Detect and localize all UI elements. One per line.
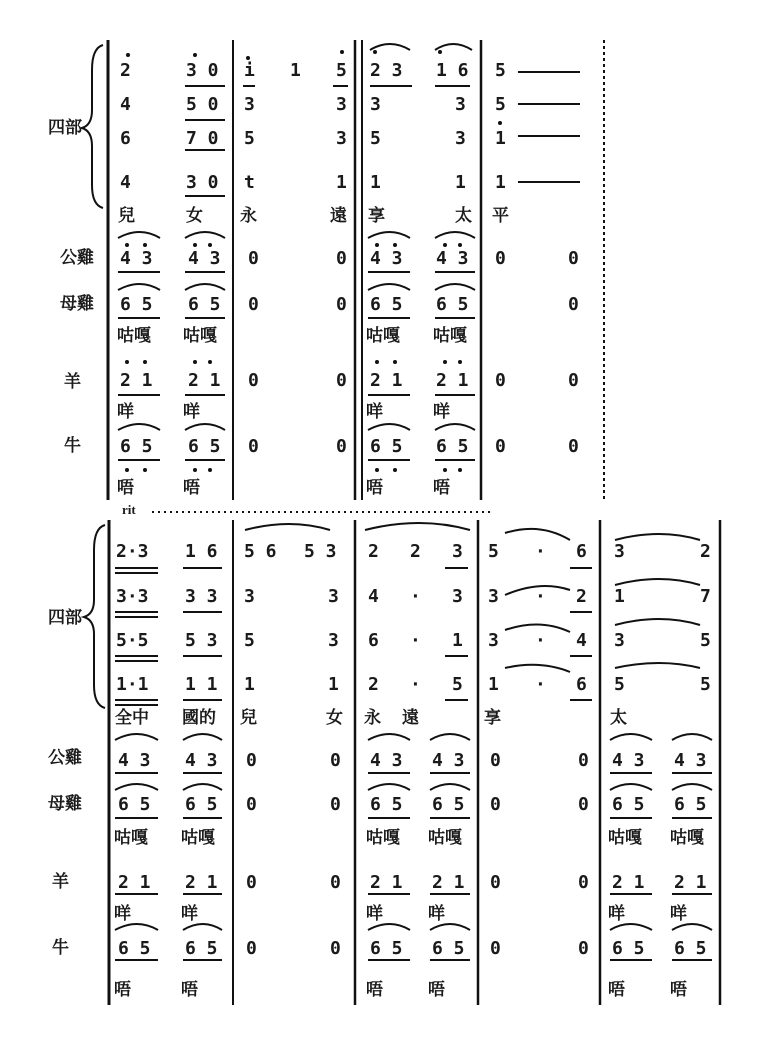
note: 6 5 [436, 436, 469, 457]
lyric: 唔 [366, 980, 383, 1000]
note: 0 [246, 750, 257, 771]
lyric: 咩 [114, 904, 131, 924]
lyric: 咩 [117, 402, 134, 422]
brace-four-part-2 [84, 525, 105, 708]
note: · [410, 586, 421, 607]
note: 2 1 [436, 370, 469, 391]
note: 0 [336, 370, 347, 391]
cow-label: 牛 [64, 436, 81, 456]
note: 2 1 [432, 872, 465, 893]
lyric: 永 [240, 206, 257, 226]
note: 3 [370, 94, 381, 115]
note: 3 0 [186, 60, 219, 81]
note: 4 3 [612, 750, 645, 771]
lyric: 咩 [183, 402, 200, 422]
lyric: 咩 [670, 904, 687, 924]
note: 1 [370, 172, 381, 193]
note: 3 [488, 586, 499, 607]
brace-four-part-1 [82, 45, 103, 208]
note: i [244, 60, 255, 81]
note: 3 [452, 586, 463, 607]
lyric: 兒 [240, 708, 257, 728]
note: 0 [568, 436, 579, 457]
note: 5 [370, 128, 381, 149]
lyric: 全中 [115, 708, 149, 728]
note: 2 3 [370, 60, 403, 81]
lyric: 唔 [181, 980, 198, 1000]
note: 2 1 [612, 872, 645, 893]
note: 1 [495, 128, 506, 149]
note: 0 [578, 938, 589, 959]
note: 6 5 [370, 938, 403, 959]
note: 1 [452, 630, 463, 651]
note: 1 6 [185, 541, 218, 562]
note: 5 [495, 60, 506, 81]
note: 0 [336, 248, 347, 269]
note: 6 5 [188, 436, 221, 457]
note: 0 [336, 436, 347, 457]
lyric: 平 [492, 206, 509, 226]
note: 3 [336, 128, 347, 149]
lyric: 咕嘎 [608, 828, 642, 848]
note: 1 [290, 60, 301, 81]
note: 2 [120, 60, 131, 81]
note: 6 5 [120, 294, 153, 315]
hen-label: 母雞 [48, 794, 82, 814]
note: 2 1 [120, 370, 153, 391]
note: 6 5 [118, 938, 151, 959]
note: 4 3 [370, 248, 403, 269]
note: 3 [452, 541, 463, 562]
note: 2 1 [188, 370, 221, 391]
lyric: 遠 [402, 708, 419, 728]
note: 4 3 [370, 750, 403, 771]
note: 0 [246, 794, 257, 815]
note: 6 5 [120, 436, 153, 457]
note: 1 6 [436, 60, 469, 81]
note: · [535, 630, 546, 651]
lyric: 唔 [366, 478, 383, 498]
lyric: 咕嘎 [670, 828, 704, 848]
note: 0 [578, 794, 589, 815]
rooster-label: 公雞 [48, 748, 82, 768]
lyric: 永 [364, 708, 381, 728]
lyric: 國的 [182, 708, 216, 728]
lyric: 咕嘎 [183, 326, 217, 346]
note: 1 [455, 172, 466, 193]
note: 0 [568, 248, 579, 269]
note: 6 5 [370, 436, 403, 457]
note: 6 5 [370, 294, 403, 315]
note: 0 [248, 248, 259, 269]
note: 1 [328, 674, 339, 695]
note: 3 [455, 94, 466, 115]
note: 4 3 [436, 248, 469, 269]
lyric: 唔 [114, 980, 131, 1000]
note: 0 [248, 436, 259, 457]
rooster-label: 公雞 [60, 248, 94, 268]
cow-label: 牛 [52, 938, 69, 958]
note: 0 [490, 794, 501, 815]
note: 2 [368, 541, 379, 562]
lyric: 唔 [428, 980, 445, 1000]
note: 2 [700, 541, 711, 562]
lyric: 兒 [118, 206, 135, 226]
note: 1 [336, 172, 347, 193]
note: 5 3 [304, 541, 337, 562]
note: 5 [700, 630, 711, 651]
lyric: 咕嘎 [114, 828, 148, 848]
lyric: 唔 [183, 478, 200, 498]
note: 0 [330, 794, 341, 815]
note: 0 [568, 370, 579, 391]
note: 3 [336, 94, 347, 115]
note: 1·1 [116, 674, 149, 695]
note: 1 [614, 586, 625, 607]
note: 5 0 [186, 94, 219, 115]
note: 6 [576, 541, 587, 562]
note: 5 [495, 94, 506, 115]
lyric: 咩 [428, 904, 445, 924]
note: 5 3 [185, 630, 218, 651]
note: 4 3 [432, 750, 465, 771]
note: 0 [495, 370, 506, 391]
note: · [410, 630, 421, 651]
lyric: 咩 [608, 904, 625, 924]
note: 3 [328, 586, 339, 607]
note: 3 [488, 630, 499, 651]
lyric: 太 [610, 708, 627, 728]
note: 3 0 [186, 172, 219, 193]
lyric: 唔 [608, 980, 625, 1000]
lyric: 咩 [366, 402, 383, 422]
note: 6 [120, 128, 131, 149]
note: 4 [120, 94, 131, 115]
note: 6 5 [436, 294, 469, 315]
lyric: 咕嘎 [428, 828, 462, 848]
note: 2 1 [118, 872, 151, 893]
lyric: 享 [368, 206, 385, 226]
note: 5 [244, 128, 255, 149]
note: 5 [700, 674, 711, 695]
note: 2 1 [370, 370, 403, 391]
note: 5 [614, 674, 625, 695]
note: 4 3 [674, 750, 707, 771]
note: 6 5 [370, 794, 403, 815]
lyric: 唔 [670, 980, 687, 1000]
lyric: 咕嘎 [366, 828, 400, 848]
note: · [535, 541, 546, 562]
note: 4 3 [188, 248, 221, 269]
lyric: 咩 [433, 402, 450, 422]
note: 3 [614, 541, 625, 562]
note: · [410, 674, 421, 695]
note: 4 [120, 172, 131, 193]
note: 6 [368, 630, 379, 651]
sheep-label: 羊 [64, 372, 81, 392]
note: 2 1 [370, 872, 403, 893]
note: 0 [490, 938, 501, 959]
note: 6 5 [185, 938, 218, 959]
rit-marking: rit [122, 502, 136, 517]
lyric: 咩 [366, 904, 383, 924]
note: 6 5 [188, 294, 221, 315]
note: 1 1 [185, 674, 218, 695]
note: 0 [330, 938, 341, 959]
note: 3 [614, 630, 625, 651]
lyric: 唔 [117, 478, 134, 498]
lyric: 咕嘎 [117, 326, 151, 346]
lyric: 女 [326, 708, 343, 728]
note: 2 [576, 586, 587, 607]
note: 2·3 [116, 541, 149, 562]
note: 2 [368, 674, 379, 695]
note: 5 6 [244, 541, 277, 562]
lyric: 咩 [181, 904, 198, 924]
note: 4 3 [118, 750, 151, 771]
note: 0 [490, 750, 501, 771]
note: 2 1 [674, 872, 707, 893]
note: 1 [495, 172, 506, 193]
note: 2 [410, 541, 421, 562]
note: 0 [330, 872, 341, 893]
note: 5 [488, 541, 499, 562]
note: 6 5 [185, 794, 218, 815]
note: 6 5 [432, 794, 465, 815]
note: 7 [700, 586, 711, 607]
note: 0 [330, 750, 341, 771]
note: 4 3 [185, 750, 218, 771]
note: t [244, 172, 255, 193]
lyric: 享 [484, 708, 501, 728]
note: 7 0 [186, 128, 219, 149]
note: 0 [246, 938, 257, 959]
note: 1 [244, 674, 255, 695]
note: 4 [368, 586, 379, 607]
note: 1 [488, 674, 499, 695]
lyric: 咕嘎 [433, 326, 467, 346]
note: 2 1 [185, 872, 218, 893]
lyric: 女 [186, 206, 203, 226]
note: 6 5 [674, 794, 707, 815]
note: 0 [246, 872, 257, 893]
note: 3 [244, 586, 255, 607]
note: 6 5 [432, 938, 465, 959]
lyric: 太 [455, 206, 472, 226]
note: 4 [576, 630, 587, 651]
note: 6 5 [612, 938, 645, 959]
note: 0 [248, 370, 259, 391]
note: 0 [490, 872, 501, 893]
note: 0 [568, 294, 579, 315]
note: 5 [336, 60, 347, 81]
note: 3·3 [116, 586, 149, 607]
note: 6 5 [674, 938, 707, 959]
lyric: 遠 [330, 206, 347, 226]
note: 0 [495, 248, 506, 269]
note: · [535, 674, 546, 695]
note: 6 [576, 674, 587, 695]
four-part-label: 四部 [48, 608, 82, 628]
note: 0 [336, 294, 347, 315]
note: 6 5 [118, 794, 151, 815]
note: 3 [328, 630, 339, 651]
lyric: 咕嘎 [366, 326, 400, 346]
note: 5·5 [116, 630, 149, 651]
lyric: 唔 [433, 478, 450, 498]
note: 3 [455, 128, 466, 149]
note: 5 [244, 630, 255, 651]
note: 0 [248, 294, 259, 315]
four-part-label: 四部 [48, 118, 82, 138]
note: 4 3 [120, 248, 153, 269]
note: 6 5 [612, 794, 645, 815]
note: 3 3 [185, 586, 218, 607]
sheep-label: 羊 [52, 872, 69, 892]
note: 5 [452, 674, 463, 695]
hen-label: 母雞 [60, 294, 94, 314]
note: 0 [495, 436, 506, 457]
note: 0 [578, 872, 589, 893]
lyric: 咕嘎 [181, 828, 215, 848]
note: 3 [244, 94, 255, 115]
note: · [535, 586, 546, 607]
note: 0 [578, 750, 589, 771]
